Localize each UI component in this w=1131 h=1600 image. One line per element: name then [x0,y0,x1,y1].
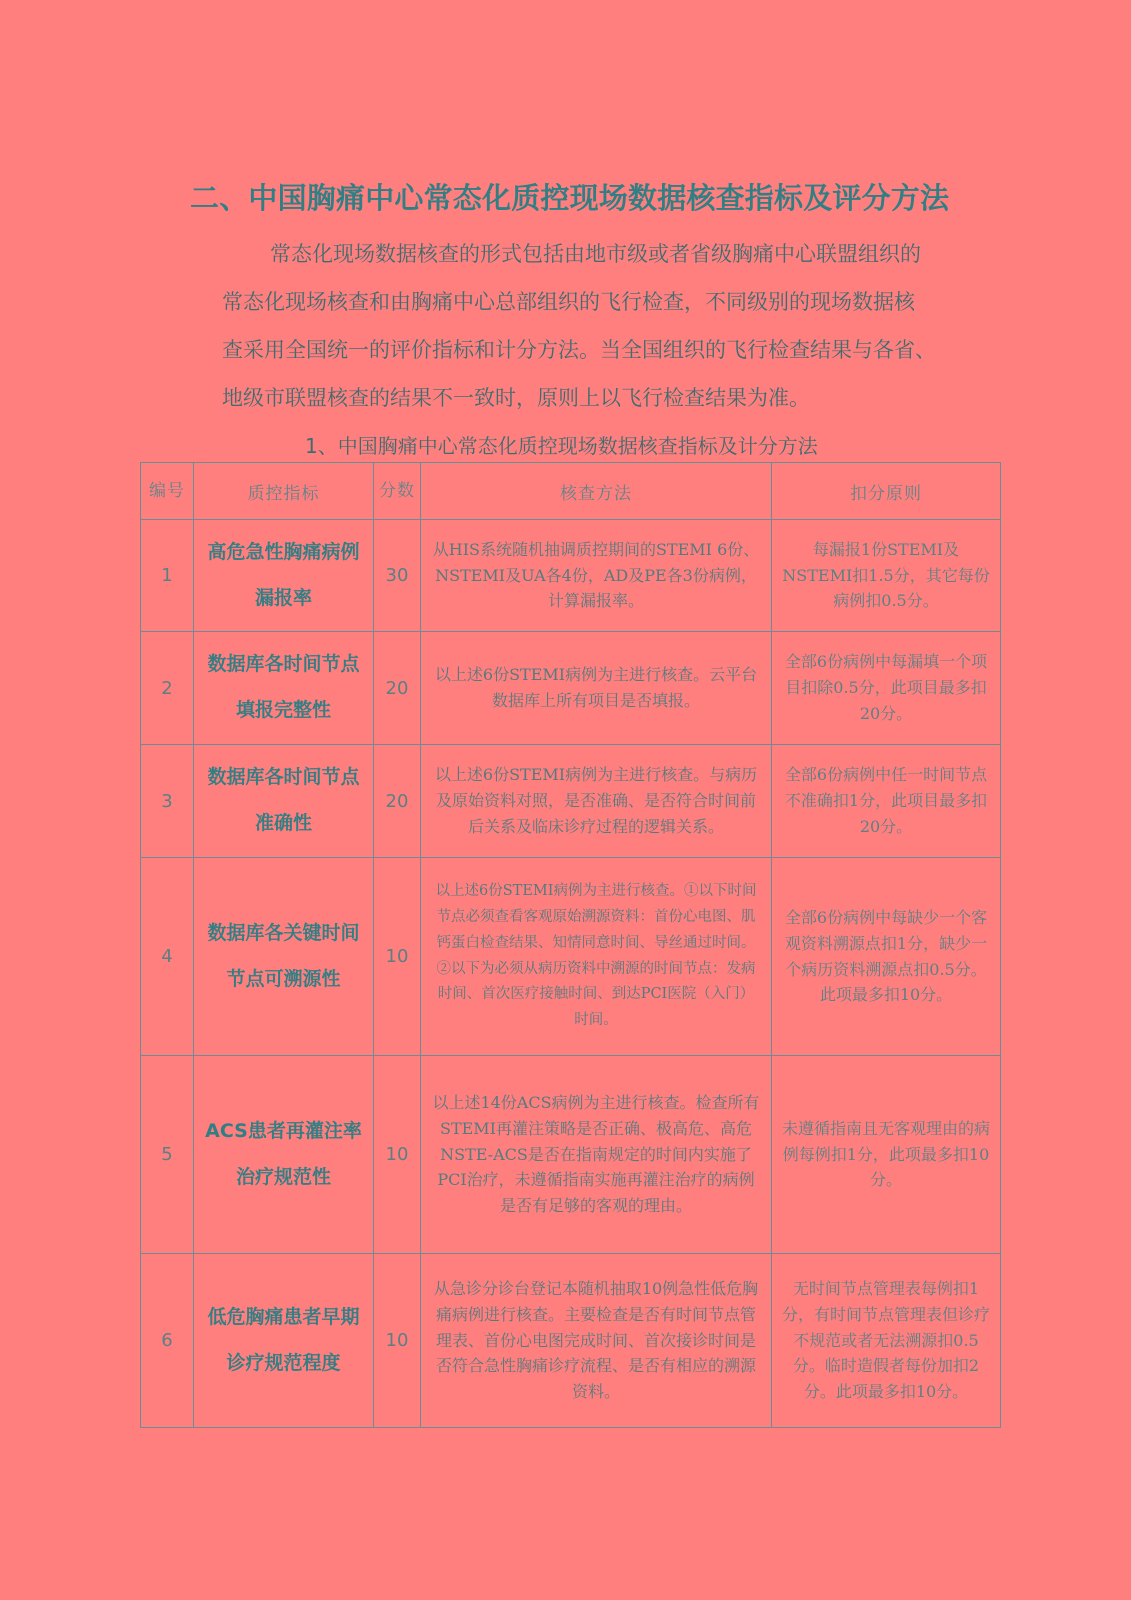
scan-edge-mark [1112,775,1126,885]
score-value: 30 [374,520,421,632]
row-number: 5 [141,1056,194,1254]
score-value: 10 [374,858,421,1056]
check-method: 以上述6份STEMI病例为主进行核查。与病历及原始资料对照，是否准确、是否符合时间前后关系及临床诊疗过程的逻辑关系。 [421,745,772,858]
row-number: 1 [141,520,194,632]
deduction-rule: 每漏报1份STEMI及NSTEMI扣1.5分，其它每份病例扣0.5分。 [772,520,1001,632]
deduction-rule: 全部6份病例中每漏填一个项目扣除0.5分，此项目最多扣20分。 [772,632,1001,745]
header-score: 分数 [374,463,421,520]
check-method: 从急诊分诊台登记本随机抽取10例急性低危胸痛病例进行核查。主要检查是否有时间节点管理表、首份心电图完成时间、首次接诊时间是否符合急性胸痛诊疗流程、是否有相应的溯源资料。 [421,1254,772,1428]
score-value: 20 [374,632,421,745]
row-number: 4 [141,858,194,1056]
section-title: 二、中国胸痛中心常态化质控现场数据核查指标及评分方法 [190,181,950,215]
table-row [141,1254,1001,1428]
header-no: 编号 [141,463,194,520]
check-method: 从HIS系统随机抽调质控期间的STEMI 6份、NSTEMI及UA各4份，AD及PE各3份病例，计算漏报率。 [421,520,772,632]
table-row [141,745,1001,858]
scoring-table-wrapper [140,462,1000,1434]
header-item: 质控指标 [194,463,374,520]
deduction-rule: 未遵循指南且无客观理由的病例每例扣1分，此项最多扣10分。 [772,1056,1001,1254]
quality-indicator: 数据库各时间节点填报完整性 [194,632,374,745]
table-row [141,632,1001,745]
table-header-row [141,463,1001,520]
header-rule: 扣分原则 [772,463,1001,520]
check-method: 以上述14份ACS病例为主进行核查。检查所有STEMI再灌注策略是否正确、极高危、高危NSTE-ACS是否在指南规定的时间内实施了PCI治疗，未遵循指南实施再灌注治疗的病例是否有足够的客观的理由。 [421,1056,772,1254]
row-number: 3 [141,745,194,858]
intro-line-4: 地级市联盟核查的结果不一致时，原则上以飞行检查结果为准。 [222,386,810,410]
intro-line-1: 常态化现场数据核查的形式包括由地市级或者省级胸痛中心联盟组织的 [270,242,921,266]
table-caption: 1、中国胸痛中心常态化质控现场数据核查指标及计分方法 [305,434,818,458]
scoring-table [140,462,1001,1428]
check-method: 以上述6份STEMI病例为主进行核查。①以下时间节点必须查看客观原始溯源资料：首份心电图、肌钙蛋白检查结果、知情同意时间、导丝通过时间。②以下为必须从病历资料中溯源的时间节点：发病时间、首次医疗接触时间、到达PCI医院（入门）时间。 [421,858,772,1056]
quality-indicator: 数据库各时间节点准确性 [194,745,374,858]
header-method: 核查方法 [421,463,772,520]
table-row [141,1056,1001,1254]
row-number: 2 [141,632,194,745]
deduction-rule: 全部6份病例中任一时间节点不准确扣1分，此项目最多扣20分。 [772,745,1001,858]
deduction-rule: 全部6份病例中每缺少一个客观资料溯源点扣1分，缺少一个病历资料溯源点扣0.5分。此项最多扣10分。 [772,858,1001,1056]
quality-indicator: ACS患者再灌注率治疗规范性 [194,1056,374,1254]
table-row [141,858,1001,1056]
quality-indicator: 数据库各关键时间节点可溯源性 [194,858,374,1056]
quality-indicator: 高危急性胸痛病例漏报率 [194,520,374,632]
score-value: 20 [374,745,421,858]
quality-indicator: 低危胸痛患者早期诊疗规范程度 [194,1254,374,1428]
score-value: 10 [374,1056,421,1254]
row-number: 6 [141,1254,194,1428]
deduction-rule: 无时间节点管理表每例扣1分，有时间节点管理表但诊疗不规范或者无法溯源扣0.5分。临时造假者每份加扣2分。此项最多扣10分。 [772,1254,1001,1428]
intro-line-3: 查采用全国统一的评价指标和计分方法。当全国组织的飞行检查结果与各省、 [222,338,936,362]
intro-line-2: 常态化现场核查和由胸痛中心总部组织的飞行检查，不同级别的现场数据核 [222,290,915,314]
table-row [141,520,1001,632]
check-method: 以上述6份STEMI病例为主进行核查。云平台数据库上所有项目是否填报。 [421,632,772,745]
score-value: 10 [374,1254,421,1428]
